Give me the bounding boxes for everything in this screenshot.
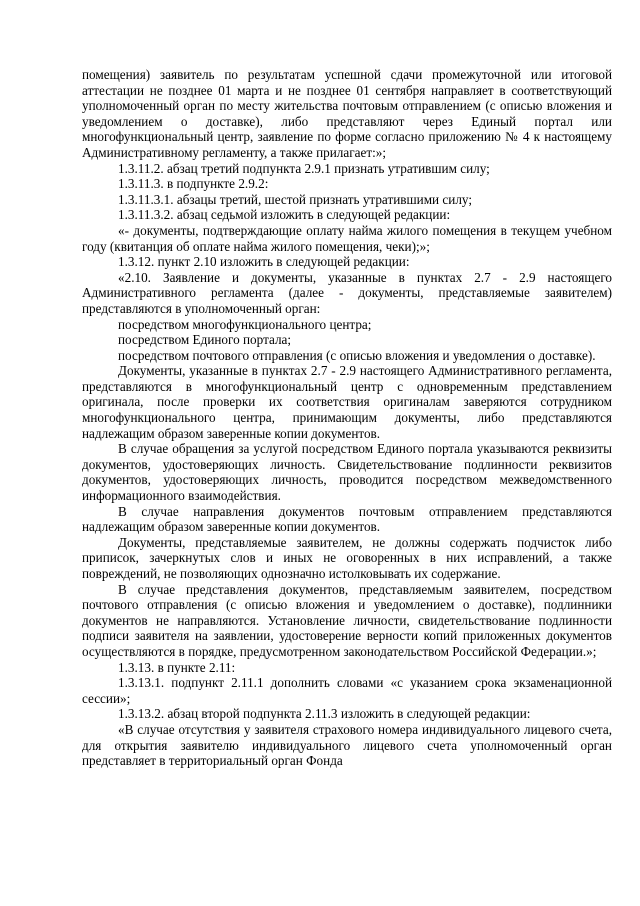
paragraph-19: 1.3.13.2. абзац второй подпункта 2.11.3 изложить в следующей редакции: bbox=[118, 706, 531, 722]
paragraph-11: посредством почтового отправления (с описью вложения и уведомления о доставке). bbox=[118, 347, 596, 363]
paragraph-18: 1.3.13.1. подпункт 2.11.1 дополнить словами «с указанием срока экзаменационной сессии»; bbox=[82, 675, 612, 706]
paragraph-6: «- документы, подтверждающие оплату найма жилого помещения в текущем учебном году (квитанция об оплате найма жилого помещения, чеки);»; bbox=[82, 222, 612, 254]
paragraph-10: посредством Единого портала; bbox=[118, 332, 292, 348]
paragraph-4: 1.3.11.3.1. абзацы третий, шестой признать утратившими силу; bbox=[118, 191, 472, 207]
paragraph-20: «В случае отсутствия у заявителя страхового номера индивидуального лицевого счета, для открытия заявителю индивидуального лицевого счета уполномоченный орган представляет в территориальный орган Фонда bbox=[82, 721, 612, 769]
paragraph-3: 1.3.11.3. в подпункте 2.9.2: bbox=[118, 176, 269, 192]
paragraph-14: В случае направления документов почтовым отправлением представляются надлежащим образом заверенные копии документов. bbox=[82, 503, 612, 535]
paragraph-5: 1.3.11.3.2. абзац седьмой изложить в следующей редакции: bbox=[118, 207, 451, 223]
paragraph-9: посредством многофункционального центра; bbox=[118, 316, 372, 332]
paragraph-15: Документы, представляемые заявителем, не должны содержать подчисток либо приписок, зачеркнутых слов и иных не оговоренных в них исправлений, а также повреждений, не позволяющих однозначно истолковывать их содержание. bbox=[82, 534, 612, 581]
paragraph-8: «2.10. Заявление и документы, указанные в пунктах 2.7 - 2.9 настоящего Административного регламента (далее - документы, представляемые заявителем) представляются в уполномоченный орган: bbox=[82, 269, 612, 316]
paragraph-7: 1.3.12. пункт 2.10 изложить в следующей редакции: bbox=[118, 254, 410, 270]
paragraph-12: Документы, указанные в пунктах 2.7 - 2.9 настоящего Административного регламента, представляются в многофункциональный центр с одновременным представлением оригинала, после проверки их соответствия оригиналам заверяются сотрудником многофункционального центра, принимающим документы, либо представляются надлежащим образом заверенные копии документов. bbox=[82, 363, 612, 441]
paragraph-13: В случае обращения за услугой посредством Единого портала указываются реквизиты документов, удостоверяющих личность. Свидетельствование подлинности реквизитов документов, удостоверяющих личность, проводится посредством межведомственного информационного взаимодействия. bbox=[82, 441, 612, 504]
paragraph-16: В случае представления документов, представляемым заявителем, посредством почтового отправления (с описью вложения и уведомлением о доставке), подлинники документов не направляются. Установление личности, свидетельствование подлинности подписи заявителя на заявлении, удостоверение верности копий приложенных документов осуществляются в порядке, предусмотренном законодательством Российской Федерации.»; bbox=[82, 581, 612, 659]
paragraph-2: 1.3.11.2. абзац третий подпункта 2.9.1 признать утратившим силу; bbox=[118, 160, 490, 176]
paragraph-1: помещения) заявитель по результатам успешной сдачи промежуточной или итоговой аттестации не позднее 01 марта и не позднее 01 сентября направляет в соответствующий уполномоченный орган по месту жительства почтовым отправлением (с описью вложения и уведомлением о доставке), либо представляют через Единый портал или многофункциональный центр, заявление по форме согласно приложению № 4 к настоящему Административному регламенту, а также прилагает:»; bbox=[82, 67, 612, 160]
paragraph-17: 1.3.13. в пункте 2.11: bbox=[118, 659, 236, 675]
document-page bbox=[82, 67, 612, 769]
